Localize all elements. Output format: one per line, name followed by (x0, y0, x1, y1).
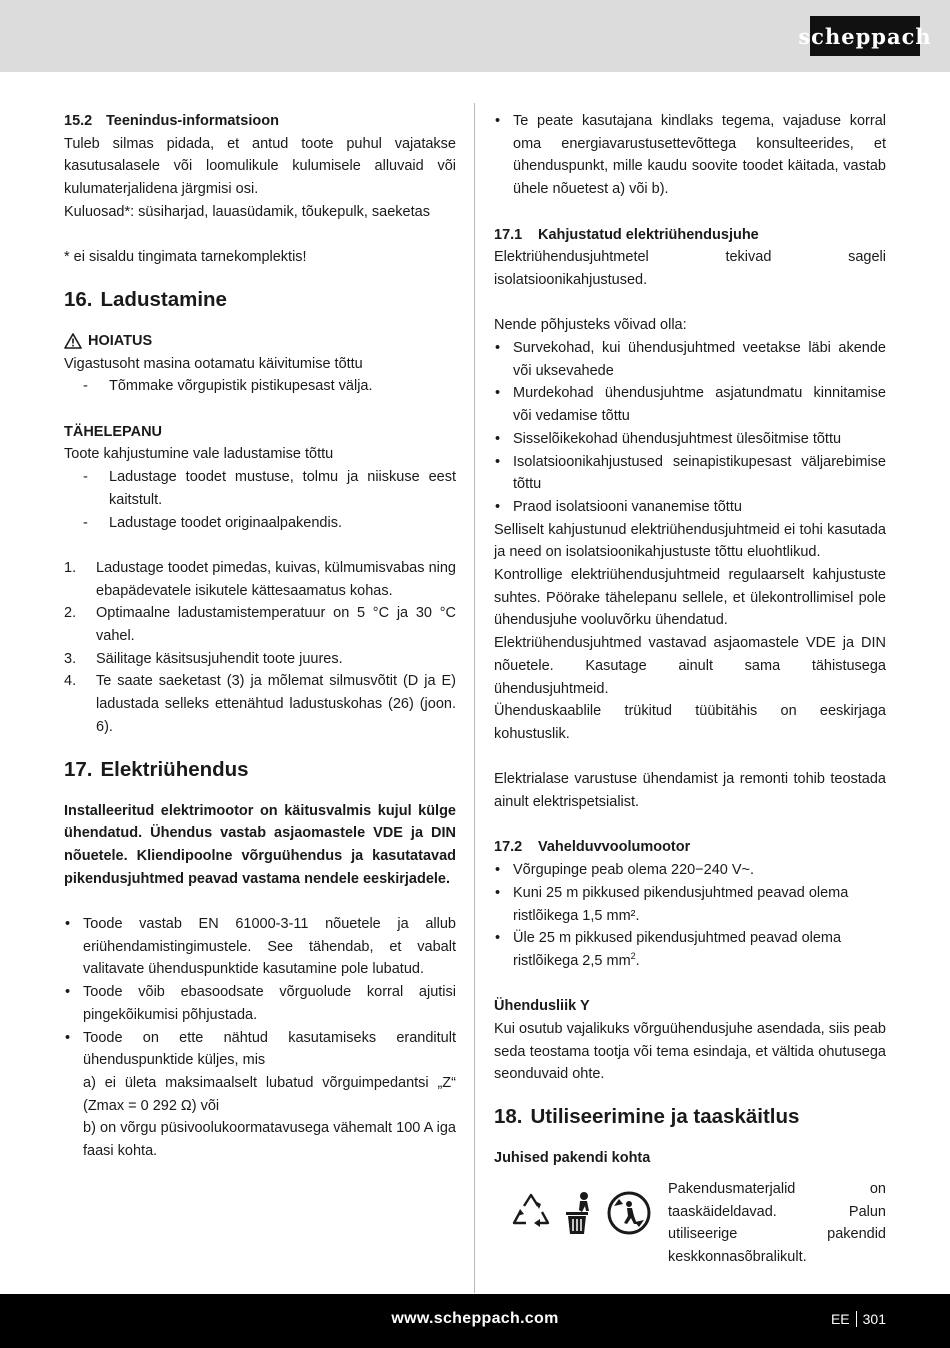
inspection-paragraph: Kontrollige elektriühendusjuhtmeid regulaarselt kahjustuste suhtes. Pöörake tähelepanu sellele, et ülekontrollimisel pole ühendusjuhe vooluvõrku ühendatud. (494, 567, 886, 629)
section-17-1-heading: 17.1 Kahjustatud elektriühendusjuhe (494, 226, 759, 243)
list-item: 4. Te saate saeketast (3) ja mõlemat silmusvõtit (D ja E) ladustada selleks ettenähtud ladustuskohas (26) (joon. 6). (64, 673, 456, 735)
list-item: • Murdekohad ühendusjuhtme asjatundmatu kinnitamise või vedamise tõttu (494, 382, 886, 427)
insulation-damage-paragraph: Elektriühendusjuhtmetel tekivad sageli isolatsioonikahjustused. (494, 249, 886, 288)
list-item: • Survekohad, kui ühendusjuhtmed veetakse läbi akende või uksevahede (494, 337, 886, 382)
page-footer (0, 1294, 950, 1348)
list-item: • Üle 25 m pikkused pikendusjuhtmed peavad olema ristlõikega 2,5 $mm^2$. (494, 927, 886, 972)
page-header-band (0, 0, 950, 72)
right-column (494, 110, 886, 1269)
list-item: - Ladustage toodet mustuse, tolmu ja niiskuse eest kaitstult. (64, 466, 456, 511)
list-item: 2. Optimaalne ladustamistemperatuur on 5 °C ja 30 °C vahel. (64, 605, 456, 645)
attention-heading: TÄHELEPANU (64, 423, 163, 440)
section-title: Teenindus-informatsioon (106, 113, 279, 129)
connection-type-text: Kui osutub vajalikuks võrguühendusjuhe asendada, siis peab seda teostama tootja või tema esindaja, et vältida ohutusega seonduvaid ohte. (494, 1021, 886, 1083)
causes-intro: Nende põhjusteks võivad olla: (494, 317, 687, 334)
list-item: 3. Säilitage käsitsusjuhendit toote juures. (64, 650, 343, 667)
trash-bin-person-icon (560, 1190, 600, 1236)
user-responsibility-list (494, 110, 886, 201)
section-16-heading: 16. Ladustamine (64, 287, 227, 311)
attention-text: Toote kahjustumine vale ladustamise tõttu (64, 446, 334, 463)
list-item: • Sisselõikekohad ühendusjuhtmest ülesõitmise tõttu (494, 428, 886, 451)
list-item: • Te peate kasutajana kindlaks tegema, vajaduse korral oma energiavarustusettevõttega konsulteerides, et ühenduspunkt, mille kaudu soovite toodet käitada, vastab ühele nõuetest a) või b). (494, 110, 886, 201)
delivery-note: * ei sisaldu tingimata tarnekomplektis! (64, 249, 307, 266)
storage-steps (64, 557, 456, 739)
list-item: 1. Ladustage toodet pimedas, kuivas, külmumisvabas ning ebapädevatele isikutele kättesaamatus kohas. (64, 559, 456, 599)
packaging-text: Pakendusmaterjalid on taaskäideldavad. Palun utiliseerige pakendid keskkonnasõbralikult. (668, 1180, 886, 1265)
column-divider (474, 103, 475, 1293)
damaged-cable-paragraph: Selliselt kahjustunud elektriühendusjuhtmeid ei tohi kasutada ja need on isolatsioonikahjustuste tõttu eluohtlikud. (494, 521, 886, 561)
section-15-2-heading (64, 110, 456, 133)
scheppach-logo: scheppach (810, 16, 920, 56)
left-column (64, 110, 456, 1163)
recycling-symbols (494, 1178, 668, 1236)
connection-type-heading: Ühendusliik Y (494, 998, 590, 1015)
standards-paragraph: Elektriühendusjuhtmed vastavad asjaomastele VDE ja DIN nõuetele. Kasutage ainult sama tähistusega ühendusjuhtmeid. (494, 635, 886, 697)
list-item: • Võrgupinge peab olema 220−240 V~. (494, 859, 886, 882)
warning-heading: HOIATUS (64, 330, 456, 353)
packaging-heading: Juhised pakendi kohta (494, 1150, 651, 1167)
section-18-heading: 18. Utiliseerimine ja taaskäitlus (494, 1105, 800, 1129)
motor-installation-paragraph: Installeeritud elektrimootor on käitusvalmis kujul külge ühendatud. Ühendus vastab asjaomastele VDE ja DIN nõuetele. Kliendipoolne võrguühendus ja kasutatavad pikendusjuhtmed peavad vastama nendele eeskirjadele. (64, 802, 456, 887)
damage-causes-list (494, 337, 886, 519)
warning-text: Vigastusoht masina ootamatu käivitumise tõttu (64, 355, 363, 372)
warning-list (64, 375, 456, 398)
list-item: - Ladustage toodet originaalpakendis. (64, 512, 456, 535)
section-17-heading: 17. Elektriühendus (64, 757, 249, 781)
list-item: • Toode vastab EN 61000-3-11 nõuetele ja allub eriühendamistingimustele. See tähendab, et vabalt valitavate ühenduspunktide kasutamine pole lubatud. (64, 913, 456, 981)
ac-motor-list (494, 859, 886, 973)
recycling-person-icon (606, 1190, 652, 1236)
warning-triangle-icon (64, 333, 82, 349)
page-number: EE 301 (830, 1311, 886, 1327)
website-link[interactable]: www.scheppach.com (391, 1310, 559, 1327)
section-number: 15.2 (64, 113, 93, 129)
list-item: • Praod isolatsiooni vananemise tõttu (494, 496, 886, 519)
attention-list (64, 466, 456, 534)
list-item: - Tõmmake võrgupistik pistikupesast välja. (64, 375, 456, 398)
wear-parts-paragraph: Kuluosad*: süsiharjad, lauasüdamik, tõukepulk, saeketas (64, 203, 430, 220)
connection-requirements-list (64, 913, 456, 1163)
list-item: • Toode võib ebasoodsate võrguolude korral ajutisi pingekõikumisi põhjustada. (64, 981, 456, 1026)
list-item: • Isolatsioonikahjustused seinapistikupesast väljarebimise tõttu (494, 451, 886, 496)
electrician-paragraph: Elektrialase varustuse ühendamist ja remonti tohib teostada ainult elektrispetsialist. (494, 771, 886, 811)
type-marking-paragraph: Ühenduskaablile trükitud tüübitähis on eeskirjaga kohustuslik. (494, 703, 886, 742)
packaging-info (494, 1178, 886, 1269)
list-item: • Kuni 25 m pikkused pikendusjuhtmed peavad olema ristlõikega 1,5 mm². (494, 882, 886, 927)
section-17-2-heading: 17.2 Vahelduvvoolumootor (494, 839, 691, 856)
service-info-paragraph: Tuleb silmas pidada, et antud toote puhul vajatakse kasutusalasele või loomulikule kulumisele alluvaid või kulumaterjalidena järgmisi osi. (64, 135, 456, 198)
list-item: • Toode on ette nähtud kasutamiseks eranditult ühenduspunktide küljes, mis a) ei ületa maksimaalselt lubatud võrguimpedantsi „Z“ (Zmax = 0 292 Ω) või b) on võrgu püsivoolukoormatavusega vähemalt 100 A iga faasi kohta. (64, 1027, 456, 1163)
recycle-icon (508, 1190, 554, 1236)
